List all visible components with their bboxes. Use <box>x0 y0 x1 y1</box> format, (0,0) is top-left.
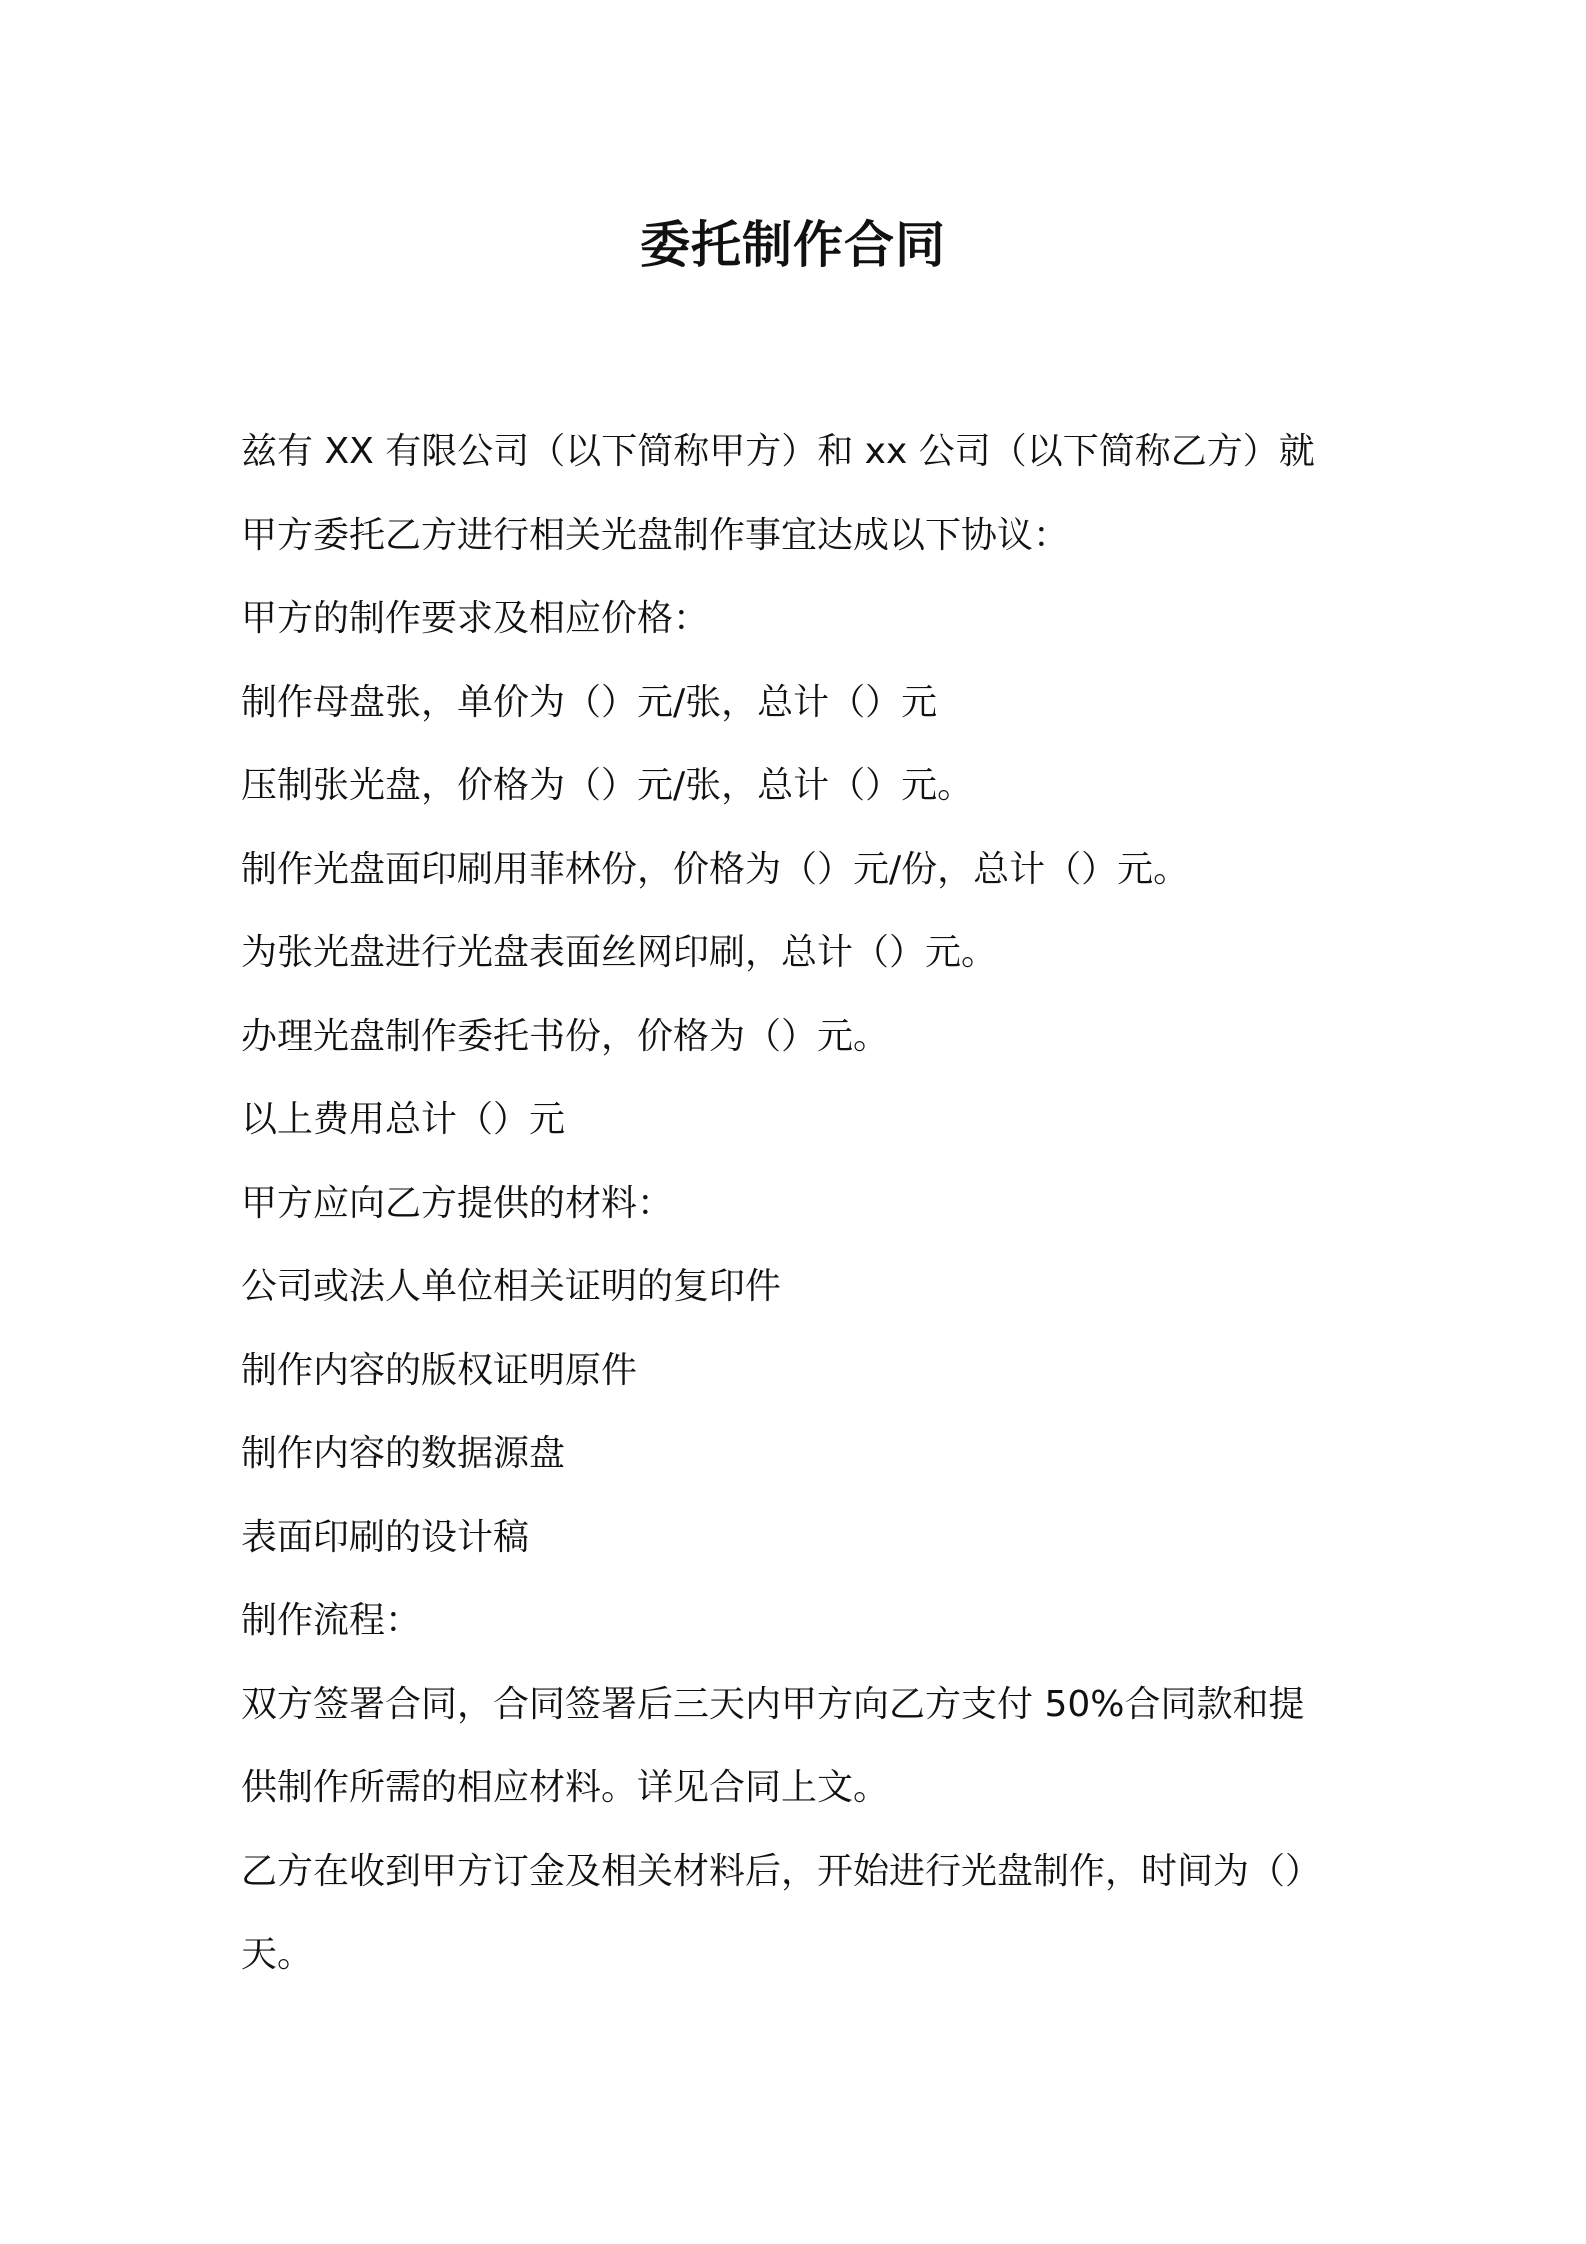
list-item: 压制张光盘，价格为（）元/张，总计（）元。 <box>241 765 974 806</box>
text-line: 甲方委托乙方进行相关光盘制作事宜达成以下协议： <box>241 514 1070 556</box>
text-line: 兹有 XX 有限公司（以下简称甲方）和 xx 公司（以下简称乙方）就 <box>241 431 1315 472</box>
text-line: 天。 <box>241 1934 314 1975</box>
section-heading: 甲方应向乙方提供的材料： <box>241 1182 674 1224</box>
list-item: 制作光盘面印刷用菲林份，价格为（）元/份，总计（）元。 <box>241 848 1190 890</box>
list-item: 制作母盘张，单价为（）元/张，总计（）元 <box>241 681 938 723</box>
list-item: 办理光盘制作委托书份，价格为（）元。 <box>241 1015 890 1057</box>
text-line: 供制作所需的相应材料。详见合同上文。 <box>241 1767 890 1808</box>
document-title: 委托制作合同 <box>640 216 946 274</box>
section-heading: 制作流程： <box>241 1600 422 1641</box>
section-heading: 甲方的制作要求及相应价格： <box>241 598 710 639</box>
text-line: 双方签署合同，合同签署后三天内甲方向乙方支付 50%合同款和提 <box>241 1683 1305 1725</box>
text-line: 乙方在收到甲方订金及相关材料后，开始进行光盘制作，时间为（） <box>241 1850 1322 1892</box>
list-item: 制作内容的数据源盘 <box>241 1433 566 1474</box>
list-item: 表面印刷的设计稿 <box>241 1516 530 1558</box>
list-item: 为张光盘进行光盘表面丝网印刷，总计（）元。 <box>241 932 998 973</box>
list-item: 公司或法人单位相关证明的复印件 <box>241 1266 782 1307</box>
document-body <box>241 410 1361 1997</box>
total-line: 以上费用总计（）元 <box>241 1099 566 1140</box>
list-item: 制作内容的版权证明原件 <box>241 1349 638 1391</box>
